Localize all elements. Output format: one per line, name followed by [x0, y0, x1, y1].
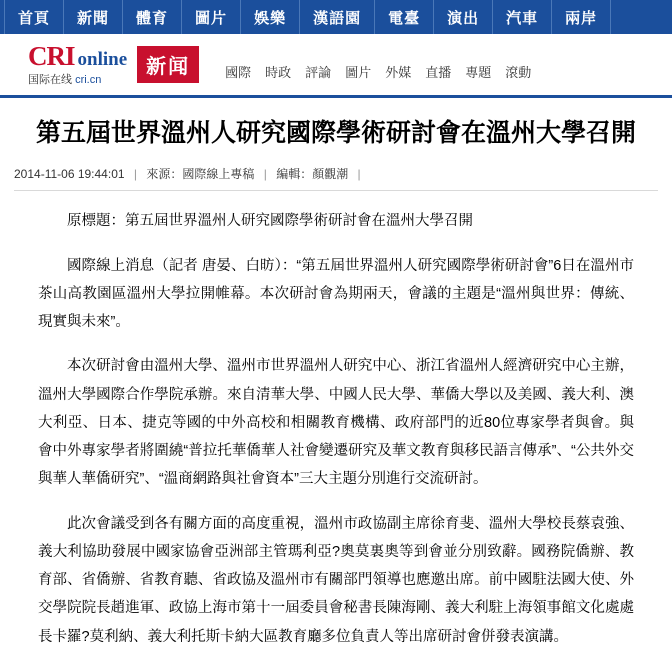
logo-subtitle-cn: 国际在线	[28, 74, 72, 86]
logo-cri-text: CRI	[28, 41, 75, 71]
nav-item-radio[interactable]: 電臺	[375, 0, 434, 34]
article-paragraph-1: 國際線上消息（記者 唐晏、白昉）：“第五屆世界溫州人研究國際學術研討會”6日在溫州市茶山高教園區溫州大學拉開帷幕。本次研討會為期兩天，會議的主題是“溫州與世界：傳統、現實與未來”。	[38, 257, 634, 331]
nav-item-auto[interactable]: 汽車	[493, 0, 552, 34]
page-title: 第五屆世界溫州人研究國際學術研討會在溫州大學召開	[35, 120, 636, 147]
article-container	[0, 118, 672, 651]
nav-item-news[interactable]: 新聞	[64, 0, 123, 34]
article-meta	[14, 165, 658, 191]
nav-item-sports[interactable]: 體育	[123, 0, 182, 34]
nav-item-pictures[interactable]: 圖片	[182, 0, 241, 34]
subnav-item-politics[interactable]: 時政	[265, 65, 292, 80]
subnav-item-live[interactable]: 直播	[425, 65, 452, 80]
subnav-item-international[interactable]: 國際	[225, 65, 252, 80]
article-paragraph-2: 本次研討會由溫州大學、溫州市世界溫州人研究中心、浙江省溫州人經濟研究中心主辦，溫州大學國際合作學院承辦。來自清華大學、中國人民大學、華僑大學以及美國、義大利、澳大利亞、日本、捷克等國的中外高校和相關教育機構、政府部門的近80位專家學者與會。與會中外專家學者將圍繞“普拉托華僑華人社會變遷研究及華文教育與移民語言傳承”、“公共外交與華人華僑研究”、“溫商網路與社會資本”三大主題分別進行交流研討。	[38, 358, 634, 488]
secondary-navigation	[225, 48, 545, 81]
nav-item-cross-strait[interactable]: 兩岸	[552, 0, 611, 34]
logo-news-badge[interactable]: 新闻	[137, 46, 199, 83]
meta-separator-3: |	[357, 167, 361, 182]
subnav-item-rolling[interactable]: 滾動	[505, 65, 532, 80]
site-header	[0, 34, 672, 98]
nav-item-entertainment[interactable]: 娛樂	[241, 0, 300, 34]
nav-item-home[interactable]: 首頁	[4, 0, 64, 34]
meta-separator-2: |	[263, 167, 267, 182]
site-logo[interactable]	[10, 43, 199, 86]
logo-subtitle-url: cri.cn	[75, 74, 102, 86]
subnav-item-foreign-media[interactable]: 外媒	[385, 65, 412, 80]
article-body	[14, 207, 658, 651]
article-paragraph-3: 此次會議受到各有關方面的高度重視，溫州市政協副主席徐育斐、溫州大學校長蔡袁強、義大利協助發展中國家協會亞洲部主管瑪利亞?奧莫裏奧等到會並分別致辭。國務院僑辦、教育部、省僑辦、省教育聽、省政協及溫州市有關部門領導也應邀出席。前中國駐法國大使、外交學院院長趙進軍、政協上海市第十一屆委員會秘書長陳海剛、義大利駐上海領事館文化處處長卡羅?莫利納、義大利托斯卡納大區教育廳多位負責人等出席研討會併發表演講。	[38, 515, 634, 645]
nav-item-performance[interactable]: 演出	[434, 0, 493, 34]
logo-text-block	[28, 43, 127, 86]
subnav-item-special-topics[interactable]: 專題	[465, 65, 492, 80]
meta-separator-1: |	[133, 167, 138, 182]
article-source: 來源：國際線上專稿	[146, 167, 255, 182]
logo-online-text: online	[77, 49, 128, 70]
subnav-item-photos[interactable]: 圖片	[345, 65, 372, 80]
logo-primary-row	[28, 43, 127, 70]
logo-subtitle	[28, 75, 127, 86]
nav-item-chinese-garden[interactable]: 漢語園	[300, 0, 375, 34]
article-editor: 編輯：顏觀潮	[276, 167, 349, 182]
article-paragraph-original-title: 原標題：第五屆世界溫州人研究國際學術研討會在溫州大學召開	[67, 213, 473, 230]
subnav-item-commentary[interactable]: 評論	[305, 65, 332, 80]
top-navigation-bar	[0, 0, 672, 34]
article-datetime: 2014-11-06 19:44:01	[14, 167, 125, 182]
